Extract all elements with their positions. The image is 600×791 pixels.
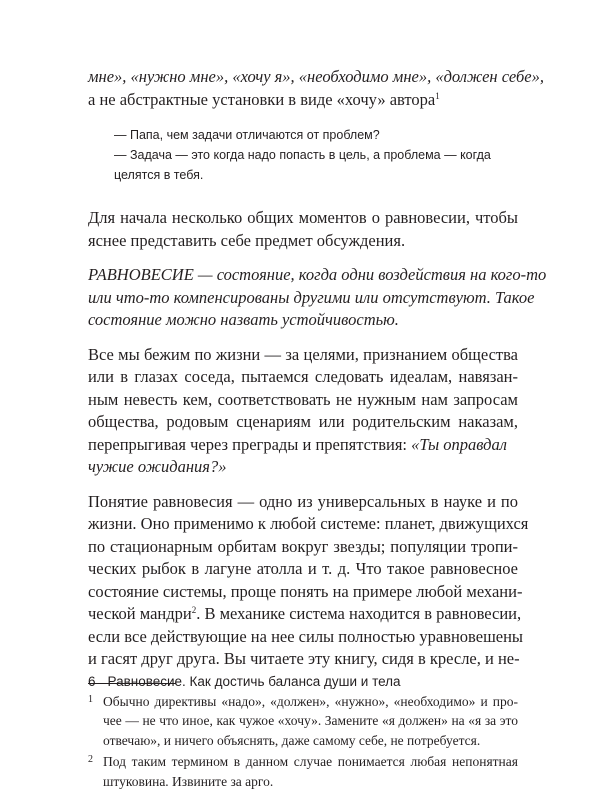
page-number: 6 (88, 674, 96, 689)
top-paragraph-line-2-text: а не абстрактные установки в виде «хочу» автора (88, 90, 435, 109)
footnote-2-line-1: Под таким термином в данном случае понимается любая непонятная (103, 752, 518, 772)
footnote-2-number: 2 (88, 750, 93, 770)
life-line-5-plain: перепрыгивая через преграды и препятствия: (88, 435, 411, 454)
life-line-5-italic: «Ты оправдал (411, 435, 507, 454)
footnote-ref-2: 2 (192, 605, 197, 615)
life-line-4: общества, родовым сценариям или родительским наказам, (88, 411, 518, 434)
concept-line-6-b: . В механике система находится в равновесии, (196, 604, 521, 623)
life-line-2: или в глазах соседа, пытаемся следовать идеалам, навязан- (88, 366, 518, 389)
concept-line-3: по стационарным орбитам вокруг звезды; популяции тропи- (88, 536, 518, 559)
concept-line-2: жизни. Оно применимо к любой системе: планет, движущихся (88, 513, 518, 536)
concept-line-6 (88, 603, 518, 626)
footnote-1 (88, 692, 518, 751)
intro-paragraph (88, 207, 518, 252)
top-paragraph-line-1: мне», «нужно мне», «хочу я», «необходимо мне», «должен себе», (88, 66, 518, 89)
footnote-1-line-2: чее — не что иное, как чужое «хочу». Замените «я должен» на «я за это (103, 711, 518, 731)
intro-line-2: яснее представить себе предмет обсуждения. (88, 230, 518, 253)
concept-line-1: Понятие равновесия — одно из универсальных в науке и по (88, 491, 518, 514)
top-paragraph (88, 66, 518, 111)
page-footer (88, 674, 401, 689)
intro-line-1: Для начала несколько общих моментов о равновесии, чтобы (88, 207, 518, 230)
concept-line-8: и гасят друг друга. Вы читаете эту книгу, сидя в кресле, и не- (88, 648, 518, 671)
epigraph-line-1: — Папа, чем задачи отличаются от проблем? (114, 125, 518, 145)
footnote-1-line-1: Обычно директивы «надо», «должен», «нужно», «необходимо» и про- (103, 692, 518, 712)
running-title: Равновесие. Как достичь баланса души и тела (108, 674, 401, 689)
definition-line-1: РАВНОВЕСИЕ — состояние, когда одни воздействия на кого-то (88, 264, 518, 287)
top-paragraph-line-2 (88, 89, 518, 112)
concept-line-7: если все действующие на нее силы полностью уравновешены (88, 626, 518, 649)
concept-line-5: состояние системы, проще понять на примере любой механи- (88, 581, 518, 604)
definition-line-3: состояние можно назвать устойчивостью. (88, 309, 518, 332)
definition-line-2: или что-то компенсированы другими или отсутствуют. Такое (88, 287, 518, 310)
concept-paragraph (88, 491, 518, 671)
epigraph-line-3: целятся в тебя. (114, 165, 518, 185)
life-paragraph (88, 344, 518, 479)
concept-line-4: ческих рыбок в лагуне атолла и т. д. Что такое равновесное (88, 558, 518, 581)
life-line-3: ным невесть кем, соответствовать не нужным нам запросам (88, 389, 518, 412)
footnote-ref-1: 1 (435, 91, 440, 101)
footnote-2 (88, 752, 518, 791)
epigraph (114, 125, 518, 185)
concept-line-6-a: ческой мандри (88, 604, 192, 623)
life-line-6: чужие ожидания?» (88, 456, 518, 479)
life-line-1: Все мы бежим по жизни — за целями, признанием общества (88, 344, 518, 367)
footnote-1-line-3: отвечаю», и ничего объяснять, даже самому себе, не потребуется. (103, 731, 518, 751)
life-line-5 (88, 434, 518, 457)
definition-paragraph (88, 264, 518, 332)
epigraph-line-2: — Задача — это когда надо попасть в цель, а проблема — когда (114, 145, 518, 165)
footnotes (88, 692, 518, 791)
footnote-2-line-2: штуковина. Извините за арго. (103, 772, 518, 791)
footnote-1-number: 1 (88, 690, 93, 710)
